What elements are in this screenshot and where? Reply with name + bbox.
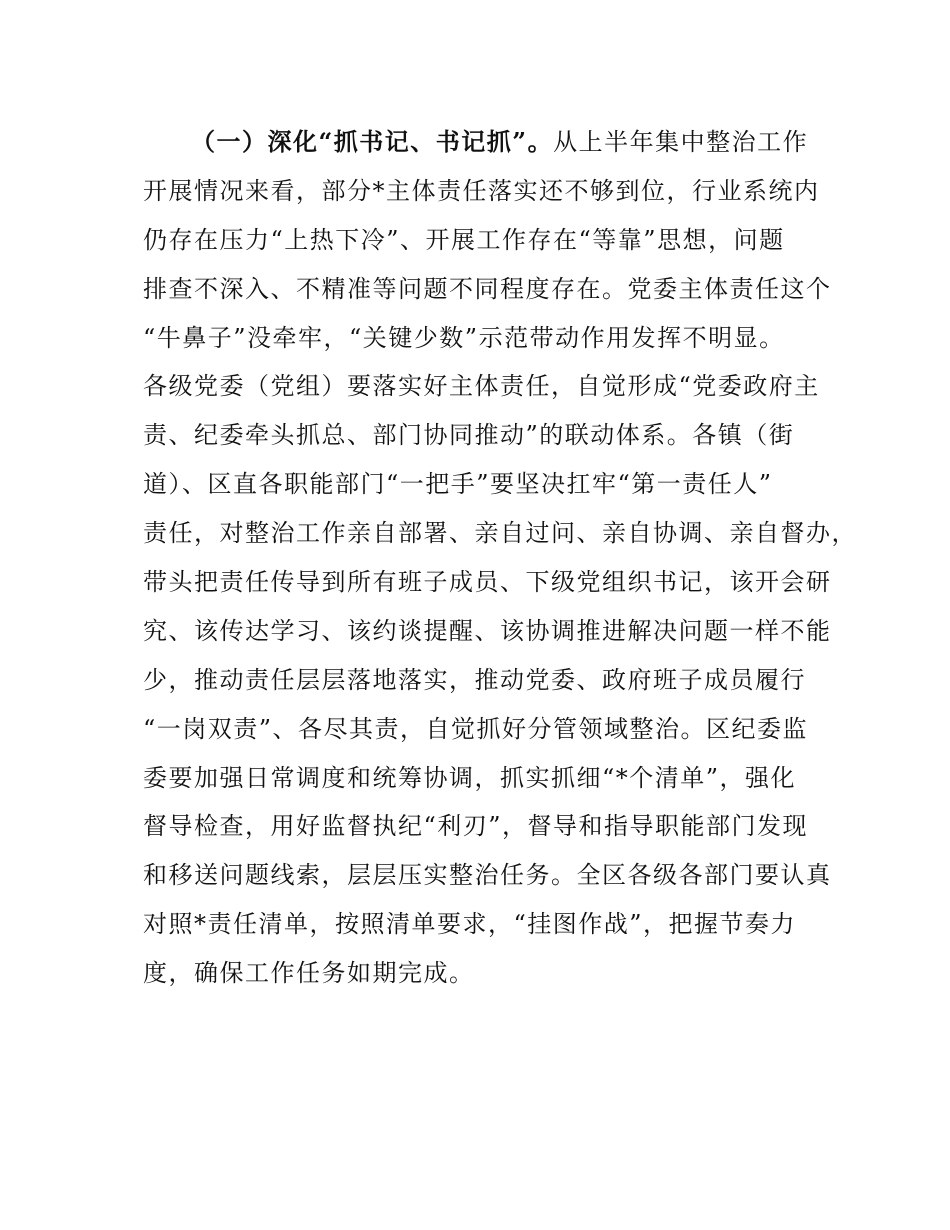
- paragraph-line: 度，确保工作任务如期完成。: [143, 959, 475, 988]
- paragraph-line: 道）、区直各职能部门“一把手”要坚决扛牢“第一责任人”: [143, 470, 773, 499]
- paragraph-line: 少，推动责任层层落地落实，推动党委、政府班子成员履行: [143, 665, 806, 694]
- paragraph-line: “牛鼻子”没牵牢，“关键少数”示范带动作用发挥不明显。: [143, 323, 785, 352]
- body-paragraph: [143, 122, 857, 1002]
- paragraph-line: 排查不深入、不精准等问题不同程度存在。党委主体责任这个: [143, 274, 832, 303]
- paragraph-line: 责任，对整治工作亲自部署、亲自过问、亲自协调、亲自督办，: [143, 519, 857, 548]
- paragraph-line: 督导检查，用好监督执纪“利刃”，督导和指导职能部门发现: [143, 812, 809, 841]
- paragraph-line: 开展情况来看，部分*主体责任落实还不够到位，行业系统内: [143, 176, 820, 205]
- paragraph-line: 委要加强日常调度和统筹协调，抓实抓细“*个清单”，强化: [143, 763, 797, 792]
- paragraph-line-1: [143, 122, 843, 171]
- paragraph-line: 带头把责任传导到所有班子成员、下级党组织书记，该开会研: [143, 568, 832, 597]
- first-line-text: 从上半年集中整治工作: [553, 128, 809, 156]
- section-heading: （一）深化“抓书记、书记抓”。: [191, 127, 554, 156]
- paragraph-line: 各级党委（党组）要落实好主体责任，自觉形成“党委政府主: [143, 372, 820, 401]
- paragraph-line: 和移送问题线索，层层压实整治任务。全区各级各部门要认真: [143, 861, 832, 890]
- paragraph-line: 究、该传达学习、该约谈提醒、该协调推进解决问题一样不能: [143, 616, 832, 645]
- paragraph-line: 对照*责任清单，按照清单要求，“挂图作战”，把握节奏力: [143, 910, 797, 939]
- paragraph-line: 仍存在压力“上热下冷”、开展工作存在“等靠”思想，问题: [143, 225, 785, 254]
- paragraph-line: 责、纪委牵头抓总、部门协同推动”的联动体系。各镇（街: [143, 421, 795, 450]
- paragraph-line: “一岗双责”、各尽其责，自觉抓好分管领域整治。区纪委监: [143, 714, 809, 743]
